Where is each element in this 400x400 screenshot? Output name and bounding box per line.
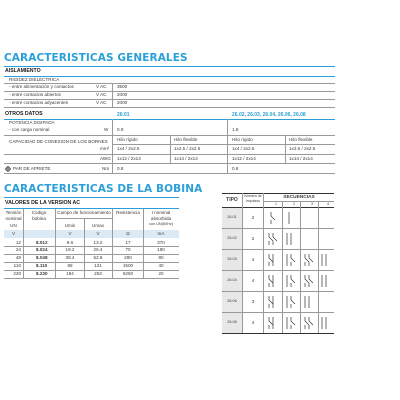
- hilo-rigido-header: Hilo rígido: [232, 137, 253, 142]
- bobina-title-rule: [4, 197, 179, 198]
- tension-header: nominal: [5, 216, 22, 221]
- seq-col-header: 3: [311, 201, 313, 206]
- umin-cell: 38.4: [65, 255, 75, 260]
- col-divider: [112, 119, 113, 173]
- impulsos-cell: 3: [251, 299, 255, 304]
- r-cell: 290: [124, 255, 132, 260]
- otros-col2: 26.02, 26.03, 26.04, 26.06, 26.08: [232, 112, 306, 118]
- par-val1: 0.8: [117, 165, 124, 171]
- impulsos-cell: 4: [251, 320, 255, 325]
- code-cell: 8.230: [36, 271, 48, 276]
- resistencia-header: Resistencia: [116, 210, 140, 215]
- umin-cell: 9.6: [66, 239, 74, 245]
- par-val2: 0.8: [232, 165, 239, 171]
- r-cell: 17: [125, 239, 131, 245]
- par-unit: Nm: [102, 165, 110, 171]
- valores-rule: [4, 208, 179, 209]
- seq-col-header: 2: [293, 201, 295, 206]
- tipo-cell: 26.01: [227, 215, 237, 219]
- unit-awg: AWG: [100, 155, 111, 161]
- col-divider: [170, 135, 171, 163]
- umax-cell: 121: [94, 263, 102, 268]
- awg-value: 1x14 / 2x14: [174, 155, 198, 161]
- row-divider: [4, 254, 179, 255]
- row-divider: [4, 246, 179, 247]
- par-label: PAR DE APRIETE: [13, 165, 51, 171]
- impulsos-cell: 4: [251, 257, 255, 262]
- hilo-flexible-header: Hilo flexible: [174, 137, 198, 142]
- unit-cell: Ω: [126, 231, 130, 236]
- impulsos-header: Número de: [244, 194, 262, 198]
- tipo-cell: 26.03: [227, 257, 237, 261]
- rigidez-label: RIGIDEZ DIELECTRICA: [9, 76, 60, 82]
- conex-label: CAPACIDAD DE CONEXION DE LOS BORNES: [9, 138, 108, 144]
- aislamiento-label: AISLAMIENTO: [5, 68, 41, 74]
- aislamiento-row-label: - entre alimentación y contactos: [9, 84, 74, 89]
- campo-header: Campo de funcionamiento: [57, 210, 111, 215]
- aislamiento-row-unit: V AC: [96, 84, 107, 89]
- awg-value: 1x12 / 2x14: [232, 155, 256, 161]
- contact-symbols: [266, 252, 332, 270]
- i-cell: 370: [157, 239, 165, 245]
- i-cell: 20: [158, 271, 164, 276]
- umin-cell: 184: [66, 271, 74, 276]
- umax-cell: 26.4: [93, 247, 103, 252]
- awg-value: 1x12 / 2x14: [117, 155, 141, 161]
- tipo-cell: 26.02: [227, 236, 237, 240]
- un-cell: 110: [13, 263, 21, 268]
- table-bottom-border: [222, 333, 334, 334]
- codigo-header: bobina: [32, 216, 46, 221]
- umax-cell: 52.8: [93, 255, 103, 260]
- row-divider: [4, 262, 179, 263]
- awg-value: 1x14 / 2x14: [289, 155, 313, 161]
- intensidad-header: con UN(50Hz): [148, 222, 174, 226]
- col-divider: [242, 193, 243, 333]
- umin-cell: 19.2: [65, 247, 75, 252]
- aislamiento-row-label: - entre contactos abiertos: [9, 92, 61, 97]
- potencia-val1: 0.9: [117, 126, 124, 132]
- umin-cell: 88: [67, 263, 73, 268]
- col-divider: [300, 201, 301, 333]
- code-cell: 8.024: [36, 247, 48, 252]
- aislamiento-row-value: 2000: [117, 100, 128, 105]
- un-cell: 12: [15, 239, 21, 245]
- otros-label: OTROS DATOS: [5, 111, 43, 117]
- un-cell: 230: [13, 271, 21, 276]
- i-cell: 40: [158, 263, 164, 268]
- col-divider: [143, 209, 144, 278]
- unit-cell: mA: [157, 231, 165, 236]
- seq-col-header: 4: [327, 201, 329, 206]
- potencia-val2: 1.8: [232, 126, 239, 132]
- potencia-unit: W: [104, 126, 109, 132]
- aislamiento-row-label: - entre contactos adyacentes: [9, 100, 68, 105]
- aislamiento-row-value: 2000: [117, 92, 128, 97]
- tipo-cell: 26.08: [227, 320, 237, 324]
- col-divider: [318, 201, 319, 333]
- col-divider: [112, 83, 113, 107]
- mm2-value: 1x2.5 / 2x2.5: [174, 146, 201, 151]
- intensidad-header: absorbida: [150, 216, 172, 221]
- col-divider: [55, 209, 56, 278]
- otros-col1: 26.01: [117, 112, 130, 118]
- col-divider: [84, 218, 85, 278]
- hilo-rigido-header: Hilo rígido: [117, 137, 138, 142]
- tipo-cell: 26.06: [227, 299, 237, 303]
- r-cell: 70: [125, 247, 131, 252]
- potencia-sub: - con carga nominal: [9, 126, 50, 132]
- code-cell: 8.012: [36, 239, 48, 245]
- torque-icon: [5, 166, 11, 172]
- aislamiento-row-value: 3500: [117, 84, 128, 89]
- unit-cell: V: [11, 231, 16, 236]
- col-divider: [23, 209, 24, 278]
- general-title: CARACTERISTICAS GENERALES: [4, 52, 188, 64]
- col-divider: [263, 193, 264, 333]
- code-cell: 8.048: [36, 255, 48, 260]
- i-cell: 90: [158, 255, 164, 260]
- row-divider: [4, 173, 335, 174]
- mm2-value: 1x4 / 2x2.5: [232, 146, 255, 151]
- contact-symbols: [266, 294, 332, 312]
- impulsos-cell: 2: [251, 215, 255, 220]
- seq-col-header: 1: [275, 201, 277, 206]
- intensidad-header: I nominal: [151, 210, 171, 215]
- col-divider: [112, 209, 113, 278]
- umax-cell: 253: [94, 271, 102, 276]
- umax-cell: 13.2: [93, 239, 103, 245]
- table-top-border: [222, 193, 334, 194]
- potencia-label: POTENCIA DISIPADA: [9, 120, 55, 125]
- impulsos-header: impulsos: [246, 199, 260, 203]
- impulsos-cell: 2: [251, 236, 255, 241]
- impulsos-cell: 4: [251, 278, 255, 283]
- secuencias-header: SECUENCIAS: [283, 194, 315, 200]
- row-divider: [112, 144, 335, 145]
- code-cell: 8.110: [36, 263, 48, 268]
- col-divider: [282, 201, 283, 333]
- col-divider: [227, 119, 228, 173]
- tipo-cell: 26.04: [227, 278, 237, 282]
- row-divider: [4, 270, 179, 271]
- row-divider: [4, 107, 335, 108]
- general-title-rule: [4, 66, 335, 67]
- r-cell: 6250: [122, 271, 134, 276]
- umin-header: Umin: [64, 223, 76, 228]
- codigo-header: Codigo: [31, 210, 47, 215]
- row-divider: [4, 163, 335, 164]
- un-cell: 48: [15, 255, 21, 260]
- mm2-value: 1x2.5 / 2x2.5: [289, 146, 316, 151]
- unit-mm2: mm²: [100, 146, 110, 151]
- r-cell: 1500: [122, 263, 134, 268]
- i-cell: 180: [157, 247, 165, 252]
- unit-cell: V: [96, 231, 100, 236]
- hilo-flexible-header: Hilo flexible: [289, 137, 313, 142]
- row-divider: [263, 201, 334, 202]
- col-divider: [285, 135, 286, 163]
- contact-symbols: [266, 231, 332, 249]
- mm2-value: 1x4 / 2x2.5: [117, 146, 140, 151]
- aislamiento-row-unit: V AC: [96, 92, 107, 97]
- un-cell: 24: [15, 247, 21, 252]
- umax-header: Umax: [92, 223, 104, 228]
- contact-symbols: [266, 315, 332, 333]
- bobina-title: CARACTERISTICAS DE LA BOBINA: [4, 183, 203, 195]
- unit-cell: V: [68, 231, 72, 236]
- tension-header: Tensión: [5, 210, 22, 215]
- aislamiento-row-unit: V AC: [96, 100, 107, 105]
- valores-label: VALORES DE LA VERSION AC: [5, 200, 81, 206]
- tension-header: UN: [10, 223, 17, 228]
- contact-symbols: [266, 210, 332, 228]
- row-divider: [4, 278, 179, 279]
- tipo-header: TIPO: [226, 197, 238, 203]
- contact-symbols: [266, 273, 332, 291]
